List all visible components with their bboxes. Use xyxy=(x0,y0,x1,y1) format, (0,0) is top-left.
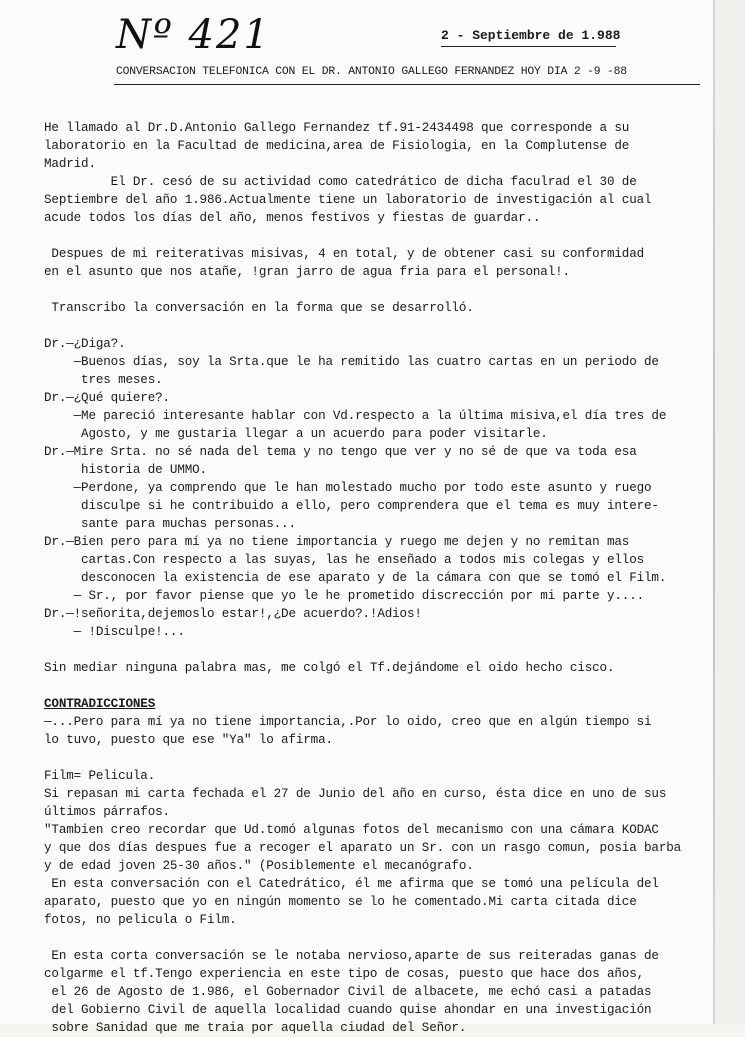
dialogue-line: Agosto, y me gustaria llegar a un acuerdo para poder visitarle. xyxy=(44,427,548,441)
text-line: En esta corta conversación se le notaba nervioso,aparte de sus reiteradas ganas de xyxy=(44,949,659,963)
text-line: —...Pero para mí ya no tiene importancia,.Por lo oido, creo que en algún tiempo si xyxy=(44,715,652,729)
text-line: En esta conversación con el Catedrático, él me afirma que se tomó una película del xyxy=(44,877,659,891)
dialogue-line: —Buenos días, soy la Srta.que le ha remitido las cuatro cartas en un periodo de xyxy=(44,355,659,369)
document-date: 2 - Septiembre de 1.988 xyxy=(441,28,621,43)
film-section xyxy=(44,767,694,929)
text-line: He llamado al Dr.D.Antonio Gallego Fernandez tf.91-2434498 que corresponde a su xyxy=(44,121,630,135)
text-line: últimos párrafos. xyxy=(44,805,170,819)
dialogue-line: sante para muchas personas... xyxy=(44,517,296,531)
dialogue-line: disculpe si he contribuido a ello, pero comprendera que el tema es muy intere- xyxy=(44,499,659,513)
dialogue-line: Dr.—!señorita,dejemoslo estar!,¿De acuerdo?.!Adios! xyxy=(44,607,422,621)
text-line: El Dr. cesó de su actividad como catedrático de dicha faculrad el 30 de xyxy=(44,175,637,189)
contradicciones-section xyxy=(44,695,694,749)
text-line: acude todos los días del año, menos festivos y fiestas de guardar.. xyxy=(44,211,541,225)
dialogue-line: — Sr., por favor piense que yo le he prometido discrección por mi parte y.... xyxy=(44,589,645,603)
text-line: Transcribo la conversación en la forma que se desarrolló. xyxy=(44,301,474,315)
text-line: y que dos días despues fue a recoger el aparato un Sr. con un rasgo comun, posia barba xyxy=(44,841,682,855)
document-title: CONVERSACION TELEFONICA CON EL DR. ANTONIO GALLEGO FERNANDEZ HOY DIA 2 -9 -88 xyxy=(116,66,627,78)
text-line: Septiembre del año 1.986.Actualmente tiene un laboratorio de investigación al cual xyxy=(44,193,652,207)
bleed-through-margin xyxy=(715,0,745,1024)
paragraph-transcribo xyxy=(44,299,694,317)
text-line: lo tuvo, puesto que ese "Ya" lo afirma. xyxy=(44,733,333,747)
paragraph-misivas xyxy=(44,245,694,281)
dialogue-block xyxy=(44,335,694,641)
text-line: fotos, no pelicula o Film. xyxy=(44,913,237,927)
text-line: Sin mediar ninguna palabra mas, me colgó el Tf.dejándome el oido hecho cisco. xyxy=(44,661,615,675)
document-number: Nº 421 xyxy=(116,12,271,58)
text-line: aparato, puesto que yo en ningún momento se lo he comentado.Mi carta citada dice xyxy=(44,895,637,909)
title-underline xyxy=(114,84,700,85)
text-line: colgarme el tf.Tengo experiencia en este tipo de cosas, puesto que hace dos años, xyxy=(44,967,645,981)
text-line: Despues de mi reiterativas misivas, 4 en total, y de obtener casi su conformidad xyxy=(44,247,645,261)
dialogue-line: Dr.—Mire Srta. no sé nada del tema y no tengo que ver y no sé de que va toda esa xyxy=(44,445,637,459)
text-line: en el asunto que nos atañe, !gran jarro de agua fria para el personal!. xyxy=(44,265,570,279)
text-line: del Gobierno Civil de aquella localidad cuando quise ahondar en una investigación xyxy=(44,1003,652,1017)
text-line: Madrid. xyxy=(44,157,96,171)
text-line: sobre Sanidad que me traia por aquella ciudad del Señor. xyxy=(44,1021,467,1035)
dialogue-line: tres meses. xyxy=(44,373,163,387)
text-line: Si repasan mi carta fechada el 27 de Junio del año en curso, ésta dice en uno de sus xyxy=(44,787,667,801)
dialogue-line: —Perdone, ya comprendo que le han molestado mucho por todo este asunto y ruego xyxy=(44,481,652,495)
page-edge xyxy=(713,0,715,1024)
intro-paragraph xyxy=(44,119,694,227)
dialogue-line: Dr.—¿Qué quiere?. xyxy=(44,391,170,405)
text-line: laboratorio en la Facultad de medicina,area de Fisiologia, en la Complutense de xyxy=(44,139,630,153)
dialogue-line: desconocen la existencia de ese aparato y de la cámara con que se tomó el Film. xyxy=(44,571,667,585)
dialogue-line: —Me pareció interesante hablar con Vd.respecto a la última misiva,el día tres de xyxy=(44,409,667,423)
dialogue-line: Dr.—¿Diga?. xyxy=(44,337,126,351)
text-line: "Tambien creo recordar que Ud.tomó algunas fotos del mecanismo con una cámara KODAC xyxy=(44,823,659,837)
dialogue-line: — !Disculpe!... xyxy=(44,625,185,639)
document-body xyxy=(44,119,694,1037)
text-line: Film= Pelicula. xyxy=(44,769,156,783)
dialogue-line: cartas.Con respecto a las suyas, las he enseñado a todos mis colegas y ellos xyxy=(44,553,645,567)
date-underline xyxy=(441,46,616,47)
closing-paragraph xyxy=(44,659,694,677)
section-heading: CONTRADICCIONES xyxy=(44,697,156,711)
dialogue-line: Dr.—Bien pero para mí ya no tiene importancia y ruego me dejen y no remitan mas xyxy=(44,535,630,549)
text-line: y de edad joven 25-30 años." (Posiblemente el mecanógrafo. xyxy=(44,859,474,873)
dialogue-line: historia de UMMO. xyxy=(44,463,207,477)
text-line: el 26 de Agosto de 1.986, el Gobernador Civil de albacete, me echó casi a patadas xyxy=(44,985,652,999)
